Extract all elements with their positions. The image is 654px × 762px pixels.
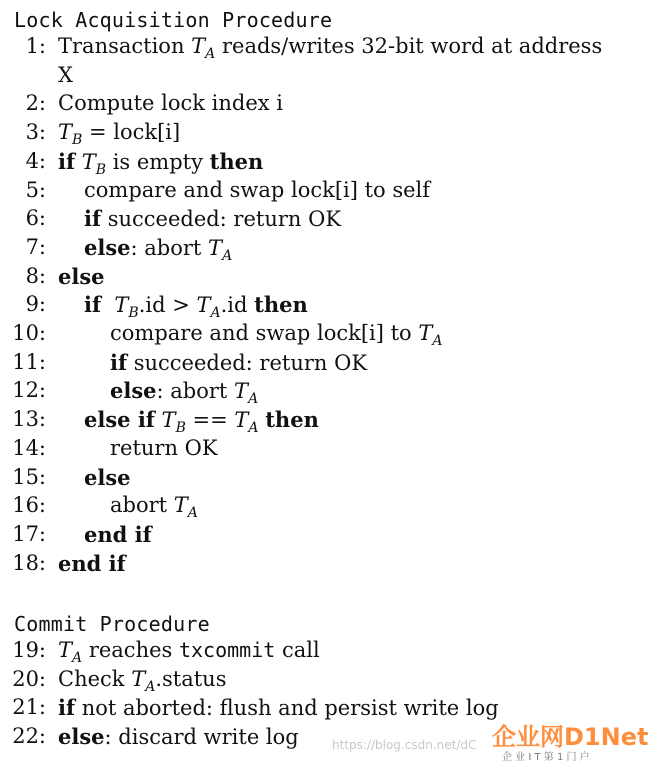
math-variable xyxy=(114,293,139,322)
code-text: .status xyxy=(155,666,227,691)
variable-base: T xyxy=(173,493,188,518)
math-variable xyxy=(234,408,259,437)
d1net-logo xyxy=(484,717,654,762)
keyword: if xyxy=(58,695,76,721)
math-variable xyxy=(161,408,186,437)
line-code xyxy=(110,350,367,375)
line-code xyxy=(84,522,152,547)
line-code xyxy=(58,149,263,178)
math-variable xyxy=(234,379,259,408)
line-number: 13: xyxy=(12,407,46,432)
line-number: 1: xyxy=(25,34,46,58)
line-code xyxy=(84,292,308,321)
code-text: succeeded: return OK xyxy=(127,350,368,375)
keyword: if xyxy=(110,349,128,375)
variable-base: T xyxy=(58,120,73,145)
variable-base: T xyxy=(58,638,73,662)
line-number: 20: xyxy=(12,666,46,691)
variable-subscript: A xyxy=(205,46,216,63)
variable-subscript: A xyxy=(222,248,233,265)
line-code xyxy=(84,465,131,490)
code-text: return OK xyxy=(110,435,218,460)
variable-subscript: A xyxy=(72,650,83,667)
variable-subscript: A xyxy=(145,678,156,695)
code-text: = lock[i] xyxy=(82,120,181,145)
code-text: reads/writes 32-bit word at address xyxy=(215,34,603,58)
line-code xyxy=(84,206,341,231)
code-identifier: txcommit xyxy=(178,638,276,662)
keyword: else if xyxy=(84,407,155,433)
math-variable xyxy=(208,235,233,265)
line-code xyxy=(58,551,126,576)
line-number: 7: xyxy=(25,234,46,259)
code-text: is empty xyxy=(106,149,210,174)
line-number: 3: xyxy=(25,120,46,145)
lock-procedure-title: Lock Acquisition Procedure xyxy=(14,8,333,32)
code-text: Compute lock index i xyxy=(58,91,284,116)
keyword: if xyxy=(84,206,102,232)
line-code xyxy=(58,724,299,749)
code-text: abort xyxy=(110,493,174,518)
commit-procedure-title: Commit Procedure xyxy=(14,612,210,636)
line-code xyxy=(58,638,320,666)
keyword: then xyxy=(254,292,308,318)
variable-subscript: A xyxy=(210,305,221,322)
keyword: if xyxy=(84,292,102,318)
line-number: 10: xyxy=(12,321,46,345)
variable-subscript: A xyxy=(187,505,198,522)
variable-subscript: B xyxy=(175,420,186,437)
math-variable xyxy=(58,638,83,667)
line-number: 9: xyxy=(25,292,46,317)
code-text: == xyxy=(185,408,235,433)
line-number: 19: xyxy=(12,638,46,662)
code-text: reaches xyxy=(82,638,179,662)
code-text: .id > xyxy=(138,293,197,318)
math-variable xyxy=(191,34,216,63)
variable-subscript: A xyxy=(248,420,259,437)
variable-subscript: B xyxy=(128,305,139,322)
math-variable xyxy=(173,493,198,522)
variable-base: T xyxy=(131,666,146,691)
variable-base: T xyxy=(418,321,433,345)
math-variable xyxy=(418,321,443,350)
line-code xyxy=(58,264,105,289)
line-number: 18: xyxy=(12,550,46,575)
code-text: X xyxy=(58,62,73,87)
logo-text: 企业网D1Net xyxy=(492,723,649,751)
line-number: 21: xyxy=(12,695,46,720)
math-variable xyxy=(58,120,83,149)
code-text: compare and swap lock[i] to xyxy=(110,321,419,345)
line-number: 2: xyxy=(25,91,46,116)
line-code xyxy=(110,493,198,521)
line-code xyxy=(84,407,319,436)
keyword: else xyxy=(110,378,157,404)
code-text: : discard write log xyxy=(104,725,299,750)
variable-subscript: B xyxy=(72,132,83,149)
variable-subscript: A xyxy=(432,333,443,350)
line-number: 5: xyxy=(25,177,46,202)
keyword: if xyxy=(58,148,76,174)
line-number: 11: xyxy=(12,349,46,374)
math-variable xyxy=(81,149,107,178)
variable-base: T xyxy=(191,34,206,58)
line-code xyxy=(58,667,226,695)
line-number: 12: xyxy=(12,378,46,403)
code-text: Transaction xyxy=(58,34,192,58)
line-code xyxy=(58,695,499,720)
keyword: then xyxy=(209,148,264,174)
line-number: 14: xyxy=(12,435,46,460)
line-number: 8: xyxy=(25,263,46,288)
keyword: end if xyxy=(58,550,126,576)
code-text: succeeded: return OK xyxy=(101,207,342,232)
line-number: 15: xyxy=(12,464,46,489)
variable-base: T xyxy=(208,235,223,260)
keyword: else xyxy=(58,263,105,289)
logo-subtext: 企 业 I T 第 1 门 户 xyxy=(502,752,590,762)
watermark-url: https://blog.csdn.net/dC xyxy=(332,738,477,752)
line-number: 17: xyxy=(12,521,46,546)
line-code xyxy=(58,34,602,62)
code-text: compare and swap lock[i] to self xyxy=(84,177,431,202)
math-variable xyxy=(131,666,156,695)
line-code xyxy=(110,378,258,407)
line-code xyxy=(84,235,232,264)
keyword: then xyxy=(265,407,319,433)
code-text: Check xyxy=(58,666,132,691)
keyword: else xyxy=(58,724,105,750)
code-text: call xyxy=(275,638,320,662)
variable-subscript: B xyxy=(95,161,107,178)
keyword: else xyxy=(84,234,131,260)
line-number: 4: xyxy=(25,148,46,173)
line-code xyxy=(58,63,73,87)
line-code xyxy=(84,178,430,202)
variable-base: T xyxy=(196,293,211,318)
keyword: end if xyxy=(84,521,152,547)
line-number: 22: xyxy=(12,724,46,749)
code-text: : abort xyxy=(130,235,209,260)
variable-base: T xyxy=(114,293,129,318)
code-text: : abort xyxy=(156,379,235,404)
code-text xyxy=(101,293,114,317)
keyword: else xyxy=(84,464,131,490)
code-text xyxy=(155,408,162,432)
math-variable xyxy=(196,293,221,322)
line-number: 6: xyxy=(25,206,46,231)
line-code xyxy=(58,91,283,115)
code-text xyxy=(75,150,82,174)
line-code xyxy=(58,120,180,148)
line-number: 16: xyxy=(12,493,46,518)
variable-base: T xyxy=(234,408,249,433)
line-code xyxy=(110,321,443,349)
variable-base: T xyxy=(234,379,249,404)
code-text: .id xyxy=(220,293,255,318)
variable-base: T xyxy=(161,408,176,433)
code-text: not aborted: flush and persist write log xyxy=(75,696,499,721)
line-code xyxy=(110,436,218,460)
variable-base: T xyxy=(81,149,96,174)
variable-subscript: A xyxy=(248,391,259,408)
